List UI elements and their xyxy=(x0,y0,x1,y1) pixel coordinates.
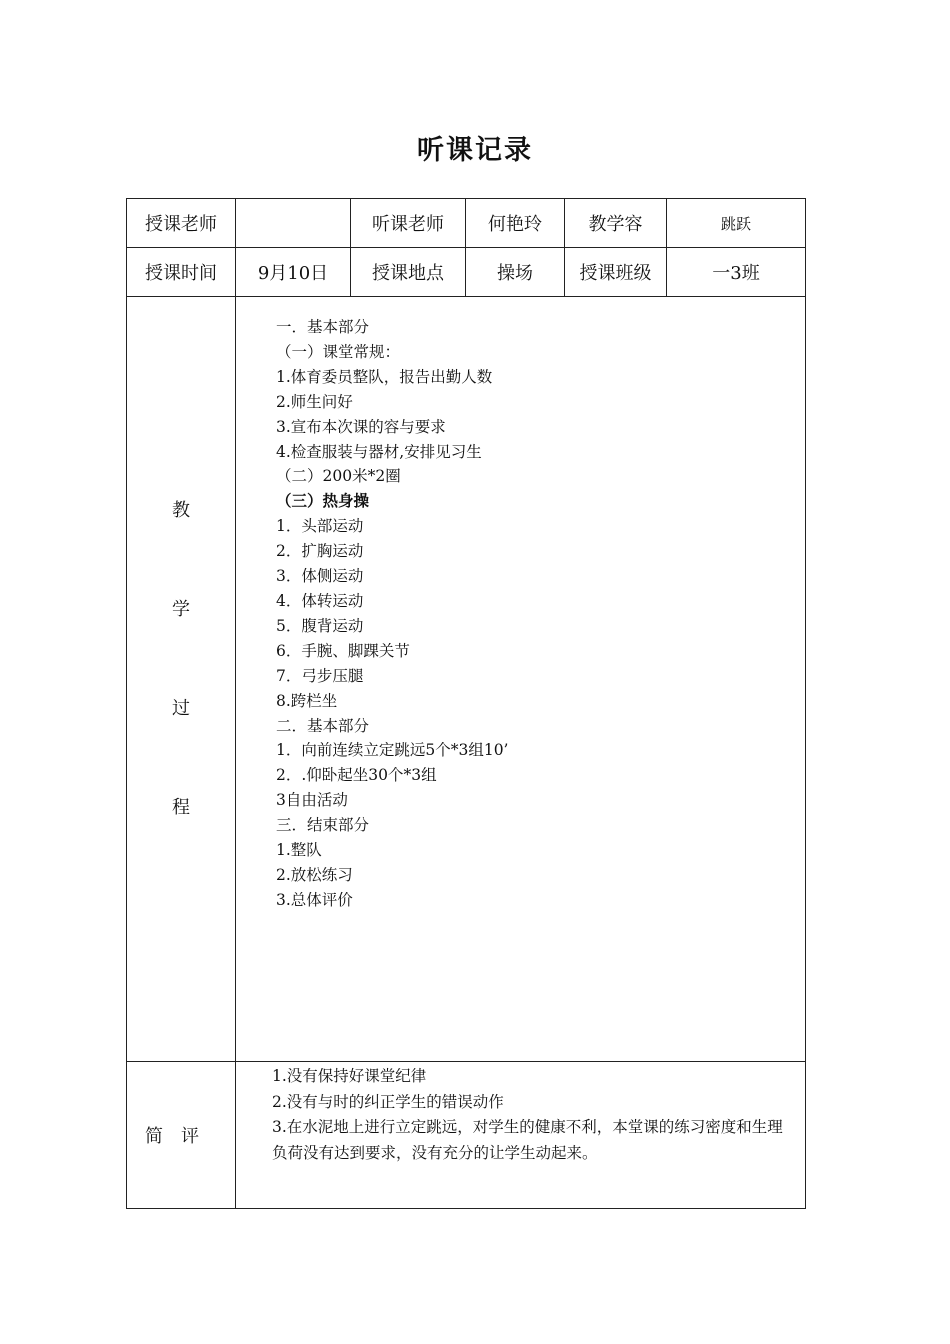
process-label xyxy=(127,297,236,1062)
header-row-2 xyxy=(127,248,806,297)
process-label-char: 过 xyxy=(172,698,190,719)
time-label: 授课时间 xyxy=(127,248,236,297)
time-value: 9月10日 xyxy=(236,248,351,297)
process-line: 7．弓步压腿 xyxy=(276,666,364,685)
place-value: 操场 xyxy=(466,248,565,297)
process-line: （一）课堂常规： xyxy=(276,342,401,361)
process-line: 二．基本部分 xyxy=(276,716,370,735)
page-title: 听课记录 xyxy=(417,135,533,166)
process-line: 2．扩胸运动 xyxy=(276,542,364,561)
review-line: 1.没有保持好课堂纪律 xyxy=(272,1067,427,1085)
process-label-char: 学 xyxy=(172,599,190,620)
process-line: 4．体转运动 xyxy=(276,591,364,610)
process-line: 1．向前连续立定跳远5个*3组10’ xyxy=(276,741,509,760)
place-label: 授课地点 xyxy=(351,248,466,297)
content-label: 教学容 xyxy=(565,199,667,248)
process-line: （三）热身操 xyxy=(276,491,370,511)
process-line: 3.总体评价 xyxy=(276,890,353,909)
process-line: 2.师生问好 xyxy=(276,392,353,411)
process-label-char: 教 xyxy=(172,500,190,521)
process-row xyxy=(127,297,806,1062)
lesson-record-table xyxy=(126,198,806,1209)
review-label: 简评 xyxy=(127,1062,236,1209)
process-line: 4.检查服装与器材,安排见习生 xyxy=(276,442,482,461)
review-line: 2.没有与时的纠正学生的错误动作 xyxy=(272,1092,504,1111)
class-label: 授课班级 xyxy=(565,248,667,297)
process-line: 3.宣布本次课的容与要求 xyxy=(276,417,446,436)
review-content xyxy=(236,1062,806,1209)
review-line: 3.在水泥地上进行立定跳远，对学生的健康不利，本堂课的练习密度和生理负荷没有达到要求，没有充分的让学生动起来。 xyxy=(272,1118,783,1162)
header-row-1 xyxy=(127,199,806,248)
teacher-value xyxy=(236,199,351,248)
process-line: 1.整队 xyxy=(276,841,322,860)
process-line: 3．体侧运动 xyxy=(276,567,364,586)
process-line: 2．.仰卧起坐30个*3组 xyxy=(276,766,437,785)
process-content xyxy=(236,297,806,1062)
process-label-char: 程 xyxy=(172,797,190,818)
process-line: 一．基本部分 xyxy=(276,318,370,336)
process-line: 1.体育委员整队，报告出勤人数 xyxy=(276,367,493,386)
process-line: 8.跨栏坐 xyxy=(276,691,338,710)
observer-value: 何艳玲 xyxy=(466,199,565,248)
content-value: 跳跃 xyxy=(667,199,806,248)
process-line: 5．腹背运动 xyxy=(276,616,364,635)
process-line: 1．头部运动 xyxy=(276,517,364,536)
review-row xyxy=(127,1062,806,1209)
process-line: 6．手腕、脚踝关节 xyxy=(276,641,410,660)
process-line: 2.放松练习 xyxy=(276,865,353,884)
process-line: （二）200米*2圈 xyxy=(276,467,401,486)
process-line: 3自由活动 xyxy=(276,791,348,810)
observer-label: 听课老师 xyxy=(351,199,466,248)
class-value: 一3班 xyxy=(667,248,806,297)
process-line: 三．结束部分 xyxy=(276,816,370,835)
teacher-label: 授课老师 xyxy=(127,199,236,248)
